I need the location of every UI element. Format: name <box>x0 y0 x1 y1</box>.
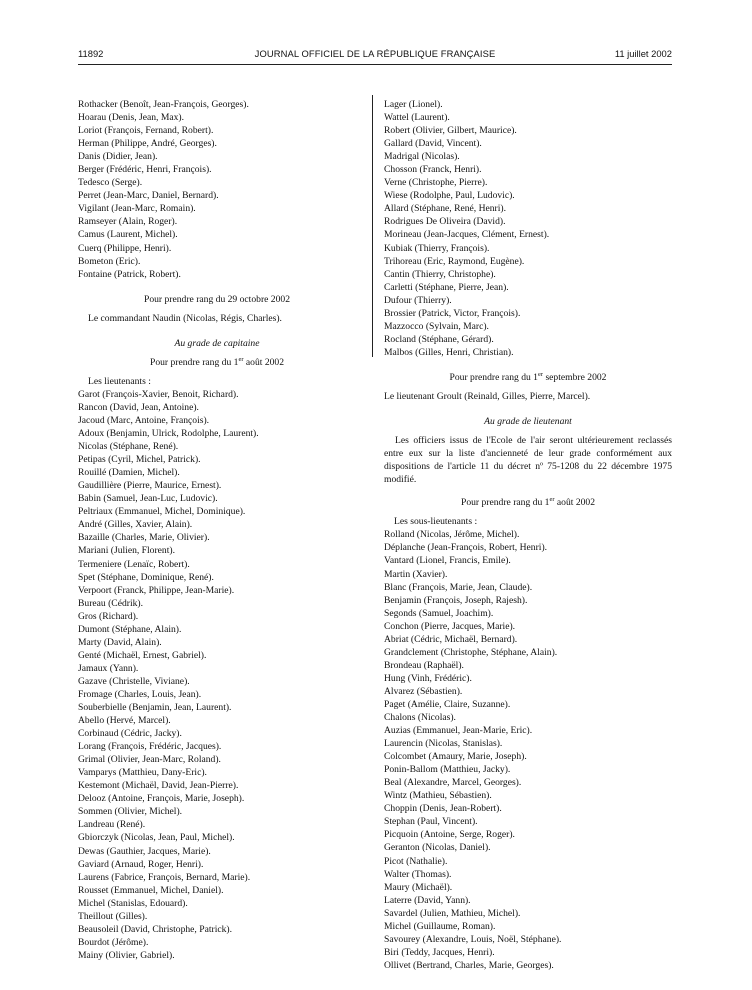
name-entry: Bometon (Eric). <box>78 255 141 267</box>
name-entry: Cantin (Thierry, Christophe). <box>384 268 496 280</box>
name-entry: Rocland (Stéphane, Gérard). <box>384 333 494 345</box>
name-entry: Adoux (Benjamin, Ulrick, Rodolphe, Laurent). <box>78 428 259 440</box>
name-entry: Colcombet (Amaury, Marie, Joseph). <box>384 751 527 763</box>
name-entry: Corbinaud (Cédric, Jacky). <box>78 728 182 740</box>
rank-date-heading: Pour prendre rang du 1er septembre 2002 <box>449 370 607 383</box>
name-entry: Loriot (François, Fernand, Robert). <box>78 125 214 137</box>
name-list-lieutenants <box>78 388 356 962</box>
name-entry: Stephan (Paul, Vincent). <box>384 816 478 828</box>
name-entry: Rancon (David, Jean, Antoine). <box>78 401 199 413</box>
name-entry: Laurens (Fabrice, François, Bernard, Marie). <box>78 871 251 883</box>
name-entry: Wattel (Laurent). <box>384 112 450 124</box>
lieutenant-entry: Le lieutenant Groult (Reinald, Gilles, Pierre, Marcel). <box>384 390 591 402</box>
name-entry: Madrigal (Nicolas). <box>384 151 460 163</box>
name-entry: Tedesco (Serge). <box>78 177 143 189</box>
name-entry: Trihoreau (Eric, Raymond, Eugène). <box>384 255 525 267</box>
name-entry: Mainy (Olivier, Gabriel). <box>78 949 175 961</box>
right-column <box>384 98 672 972</box>
rank-date-heading: Pour prendre rang du 29 octobre 2002 <box>143 293 290 305</box>
name-entry: Robert (Olivier, Gilbert, Maurice). <box>384 125 517 137</box>
name-entry: Brossier (Patrick, Victor, François). <box>384 307 521 319</box>
name-entry: Jacoud (Marc, Antoine, François). <box>78 414 210 426</box>
grade-heading-capitaine: Au grade de capitaine <box>174 337 260 349</box>
name-entry: Alvarez (Sébastien). <box>384 685 463 697</box>
name-entry: Rolland (Nicolas, Jérôme, Michel). <box>384 529 520 541</box>
name-entry: Grimal (Olivier, Jean-Marc, Roland). <box>78 754 221 766</box>
name-entry: Dumont (Stéphane, Alain). <box>78 623 182 635</box>
name-entry: Laurencin (Nicolas, Stanislas). <box>384 738 503 750</box>
name-entry: Berger (Frédéric, Henri, François). <box>78 164 212 176</box>
name-entry: Bazaille (Charles, Marie, Olivier). <box>78 532 210 544</box>
name-entry: Beausoleil (David, Christophe, Patrick). <box>78 923 233 935</box>
name-entry: Petipas (Cyril, Michel, Patrick). <box>78 454 201 466</box>
name-entry: Verpoort (Franck, Philippe, Jean-Marie). <box>78 584 235 596</box>
name-entry: Kestemont (Michaël, David, Jean-Pierre). <box>78 780 239 792</box>
name-entry: Ollivet (Bertrand, Charles, Marie, Georges). <box>384 959 554 971</box>
name-entry: Jamaux (Yann). <box>78 662 139 674</box>
name-entry: Souberbielle (Benjamin, Jean, Laurent). <box>78 702 232 714</box>
name-entry: Gbiorczyk (Nicolas, Jean, Paul, Michel). <box>78 832 235 844</box>
name-entry: Michel (Guillaume, Roman). <box>384 920 496 932</box>
name-entry: Abriat (Cédric, Michaël, Bernard). <box>384 633 518 645</box>
name-entry: Wintz (Mathieu, Sébastien). <box>384 790 492 802</box>
name-entry: Beal (Alexandre, Marcel, Georges). <box>384 777 522 789</box>
name-entry: Choppin (Denis, Jean-Robert). <box>384 803 502 815</box>
name-entry: Bourdot (Jérôme). <box>78 936 149 948</box>
name-entry: Rouillé (Damien, Michel). <box>78 467 180 479</box>
name-entry: Danis (Didier, Jean). <box>78 151 158 163</box>
name-entry: Gaviard (Arnaud, Roger, Henri). <box>78 858 204 870</box>
name-entry: Vamparys (Matthieu, Dany-Eric). <box>78 767 207 779</box>
commandant-entry: Le commandant Naudin (Nicolas, Régis, Charles). <box>88 312 282 324</box>
name-entry: Camus (Laurent, Michel). <box>78 229 178 241</box>
rank-date-heading: Pour prendre rang du 1er août 2002 <box>149 355 285 368</box>
name-entry: Fontaine (Patrick, Robert). <box>78 268 181 280</box>
name-entry: Malbos (Gilles, Henri, Christian). <box>384 346 514 358</box>
name-entry: Fromage (Charles, Louis, Jean). <box>78 688 202 700</box>
name-entry: Morineau (Jean-Jacques, Clément, Ernest). <box>384 229 550 241</box>
name-entry: Genté (Michaël, Ernest, Gabriel). <box>78 649 207 661</box>
name-entry: André (Gilles, Xavier, Alain). <box>78 519 193 531</box>
name-entry: Maury (Michaël). <box>384 881 453 893</box>
name-entry: Mariani (Julien, Florent). <box>78 545 175 557</box>
name-entry: Dewas (Gauthier, Jacques, Marie). <box>78 845 211 857</box>
sous-lieutenants-label: Les sous-lieutenants : <box>394 516 478 528</box>
name-entry: Sommen (Olivier, Michel). <box>78 806 183 818</box>
name-entry: Vigilant (Jean-Marc, Romain). <box>78 203 196 215</box>
header-rule <box>78 64 672 65</box>
name-entry: Gaudillière (Pierre, Maurice, Ernest). <box>78 480 222 492</box>
name-entry: Lorang (François, Frédéric, Jacques). <box>78 741 222 753</box>
name-entry: Auzias (Emmanuel, Jean-Marie, Eric). <box>384 725 533 737</box>
name-entry: Vantard (Lionel, Francis, Emile). <box>384 555 511 567</box>
name-entry: Dufour (Thierry). <box>384 294 452 306</box>
name-entry: Picquoin (Antoine, Serge, Roger). <box>384 829 515 841</box>
name-entry: Biri (Teddy, Jacques, Henri). <box>384 946 495 958</box>
journal-title: JOURNAL OFFICIEL DE LA RÉPUBLIQUE FRANÇAISE <box>254 48 496 59</box>
name-entry: Cuerq (Philippe, Henri). <box>78 242 172 254</box>
name-entry: Termeniere (Lenaïc, Robert). <box>78 558 190 570</box>
name-entry: Rousset (Emmanuel, Michel, Daniel). <box>78 884 224 896</box>
name-entry: Martin (Xavier). <box>384 568 448 580</box>
name-entry: Theillout (Gilles). <box>78 910 148 922</box>
name-entry: Benjamin (François, Joseph, Rajesh). <box>384 594 528 606</box>
column-divider <box>372 95 373 357</box>
name-entry: Michel (Stanislas, Edouard). <box>78 897 188 909</box>
name-entry: Brondeau (Raphaël). <box>384 659 464 671</box>
name-entry: Déplanche (Jean-François, Robert, Henri). <box>384 542 548 554</box>
name-entry: Hoarau (Denis, Jean, Max). <box>78 112 185 124</box>
name-entry: Carletti (Stéphane, Pierre, Jean). <box>384 281 509 293</box>
issue-date: 11 juillet 2002 <box>614 48 672 59</box>
name-entry: Ponin-Ballom (Matthieu, Jacky). <box>384 764 511 776</box>
name-entry: Herman (Philippe, André, Georges). <box>78 138 217 150</box>
name-entry: Picot (Nathalie). <box>384 855 448 867</box>
name-entry: Gazave (Christelle, Viviane). <box>78 675 190 687</box>
left-column <box>78 98 356 962</box>
name-entry: Marty (David, Alain). <box>78 636 162 648</box>
name-entry: Paget (Amélie, Claire, Suzanne). <box>384 698 511 710</box>
name-list-commandants <box>78 98 356 281</box>
rank-date-heading: Pour prendre rang du 1er août 2002 <box>460 496 596 509</box>
name-entry: Delooz (Antoine, François, Marie, Joseph). <box>78 793 245 805</box>
page-header <box>78 48 672 62</box>
name-entry: Gros (Richard). <box>78 610 139 622</box>
name-list-continued <box>384 98 672 359</box>
name-entry: Peltriaux (Emmanuel, Michel, Dominique). <box>78 506 246 518</box>
name-entry: Geranton (Nicolas, Daniel). <box>384 842 491 854</box>
name-list-sous-lieutenants <box>384 528 672 972</box>
name-entry: Walter (Thomas). <box>384 868 452 880</box>
reclassification-paragraph: Les officiers issus de l'Ecole de l'air seront ultérieurement reclassés entre eux sur la liste d'ancienneté de leur grade conformément aux dispositions de l'article 11 du décret nº 75-1208 du 22 décembre 1975 modifié. <box>384 435 672 486</box>
name-entry: Wiese (Rodolphe, Paul, Ludovic). <box>384 190 515 202</box>
name-entry: Blanc (François, Marie, Jean, Claude). <box>384 581 533 593</box>
name-entry: Babin (Samuel, Jean-Luc, Ludovic). <box>78 493 218 505</box>
name-entry: Rodrigues De Oliveira (David). <box>384 216 506 228</box>
name-entry: Garot (François-Xavier, Benoit, Richard). <box>78 388 239 400</box>
name-entry: Hung (Vinh, Frédéric). <box>384 672 472 684</box>
name-entry: Nicolas (Stéphane, René). <box>78 441 179 453</box>
name-entry: Chosson (Franck, Henri). <box>384 164 482 176</box>
name-entry: Ramseyer (Alain, Roger). <box>78 216 178 228</box>
name-entry: Savardel (Julien, Mathieu, Michel). <box>384 907 521 919</box>
grade-heading-lieutenant: Au grade de lieutenant <box>484 416 572 428</box>
name-entry: Laterre (David, Yann). <box>384 894 471 906</box>
name-entry: Savourey (Alexandre, Louis, Noël, Stéphane). <box>384 933 562 945</box>
name-entry: Perret (Jean-Marc, Daniel, Bernard). <box>78 190 219 202</box>
name-entry: Chalons (Nicolas). <box>384 712 456 724</box>
name-entry: Landreau (René). <box>78 819 146 831</box>
name-entry: Kubiak (Thierry, François). <box>384 242 490 254</box>
name-entry: Abello (Hervé, Marcel). <box>78 715 171 727</box>
name-entry: Lager (Lionel). <box>384 99 443 110</box>
name-entry: Bureau (Cédrik). <box>78 597 144 609</box>
name-entry: Spet (Stéphane, Dominique, René). <box>78 571 214 583</box>
name-entry: Rothacker (Benoît, Jean-François, Georges). <box>78 99 249 110</box>
name-entry: Gallard (David, Vincent). <box>384 138 482 150</box>
name-entry: Verne (Christophe, Pierre). <box>384 177 488 189</box>
name-entry: Mazzocco (Sylvain, Marc). <box>384 320 489 332</box>
name-entry: Allard (Stéphane, René, Henri). <box>384 203 507 215</box>
lieutenants-label: Les lieutenants : <box>88 375 151 387</box>
name-entry: Segonds (Samuel, Joachim). <box>384 607 494 619</box>
page-number: 11892 <box>78 48 104 59</box>
name-entry: Grandclement (Christophe, Stéphane, Alain). <box>384 646 558 658</box>
name-entry: Conchon (Pierre, Jacques, Marie). <box>384 620 516 632</box>
